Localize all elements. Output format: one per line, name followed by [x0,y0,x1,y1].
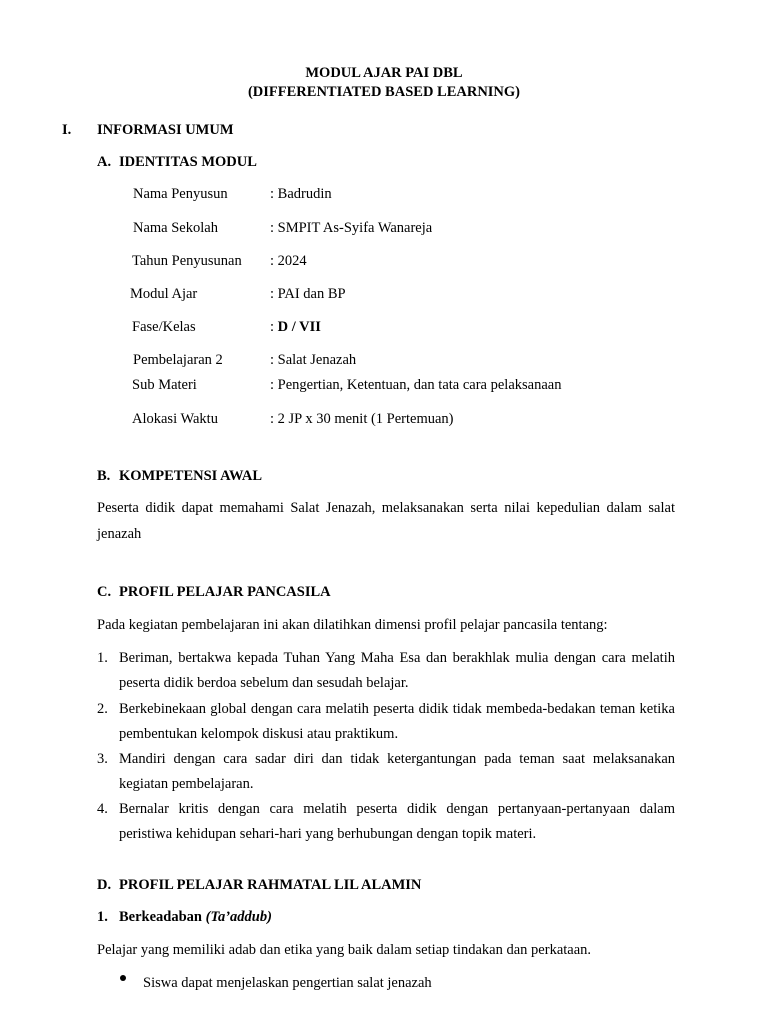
field-label-sub-materi: Sub Materi [132,377,197,393]
list-item-number: 2. [97,701,108,717]
field-label-modul-ajar: Modul Ajar [130,286,198,302]
section-number: I. [62,122,72,138]
field-value-sub-materi: : Pengertian, Ketentuan, dan tata cara pelaksanaan [270,377,562,393]
list-item: Bernalar kritis dengan cara melatih peserta didik dengan pertanyaan-pertanyaan dalam peristiwa kehidupan sehari-hari yang berhubungan dengan topik materi. [119,801,675,842]
document-subtitle: (DIFFERENTIATED BASED LEARNING) [247,84,521,100]
field-label-alokasi-waktu: Alokasi Waktu [132,411,218,427]
field-value-fase-kelas: : D / VII [270,319,321,335]
subsection-letter: A. [97,154,112,170]
field-label-nama-sekolah: Nama Sekolah [133,220,218,236]
paragraph-intro: Pada kegiatan pembelajaran ini akan dilatihkan dimensi profil pelajar pancasila tentang: [97,617,608,633]
subsection-letter: B. [97,468,111,484]
field-label-tahun-penyusunan: Tahun Penyusunan [132,253,242,269]
paragraph-berkeadaban: Pelajar yang memiliki adab dan etika yang baik dalam setiap tindakan dan perkataan. [97,942,592,958]
field-value-modul-ajar: : PAI dan BP [270,286,346,302]
list-item-number: 4. [97,801,108,817]
subsection-heading: IDENTITAS MODUL [119,154,257,170]
subheading-number: 1. [97,909,108,925]
subsection-heading: PROFIL PELAJAR PANCASILA [119,584,331,600]
subsection-letter: C. [97,584,112,600]
document-title: MODUL AJAR PAI DBL [305,65,463,81]
list-item: Berkebinekaan global dengan cara melatih peserta didik tidak membeda-bedakan teman ketika pembentukan kelompok diskusi atau praktikum. [119,701,675,742]
field-value-pembelajaran: : Salat Jenazah [270,352,357,368]
subsection-heading: PROFIL PELAJAR RAHMATAL LIL ALAMIN [119,877,422,893]
list-item-number: 1. [97,650,108,666]
field-value-nama-penyusun: : Badrudin [270,186,332,202]
field-label-pembelajaran: Pembelajaran 2 [133,352,223,368]
section-heading: INFORMASI UMUM [97,122,234,138]
field-value-tahun-penyusunan: : 2024 [270,253,307,269]
subheading-berkeadaban: Berkeadaban (Ta’addub) [119,909,272,925]
bullet-icon [120,975,126,981]
list-item: Mandiri dengan cara sadar diri dan tidak ketergantungan pada teman saat melaksanakan kegiatan pembelajaran. [119,751,675,792]
paragraph-kompetensi-awal: Peserta didik dapat memahami Salat Jenazah, melaksanakan serta nilai kepedulian dalam salat jenazah [97,500,675,542]
subsection-letter: D. [97,877,112,893]
field-value-nama-sekolah: : SMPIT As-Syifa Wanareja [270,220,433,236]
field-label-fase-kelas: Fase/Kelas [132,319,196,335]
list-item: Beriman, bertakwa kepada Tuhan Yang Maha Esa dan berakhlak mulia dengan cara melatih peserta didik berdoa sebelum dan sesudah belajar. [119,650,675,691]
field-value-alokasi-waktu: : 2 JP x 30 menit (1 Pertemuan) [270,411,454,427]
bullet-item: Siswa dapat menjelaskan pengertian salat jenazah [143,975,432,991]
subsection-heading: KOMPETENSI AWAL [119,468,263,484]
field-label-nama-penyusun: Nama Penyusun [133,186,228,202]
list-item-number: 3. [97,751,108,767]
